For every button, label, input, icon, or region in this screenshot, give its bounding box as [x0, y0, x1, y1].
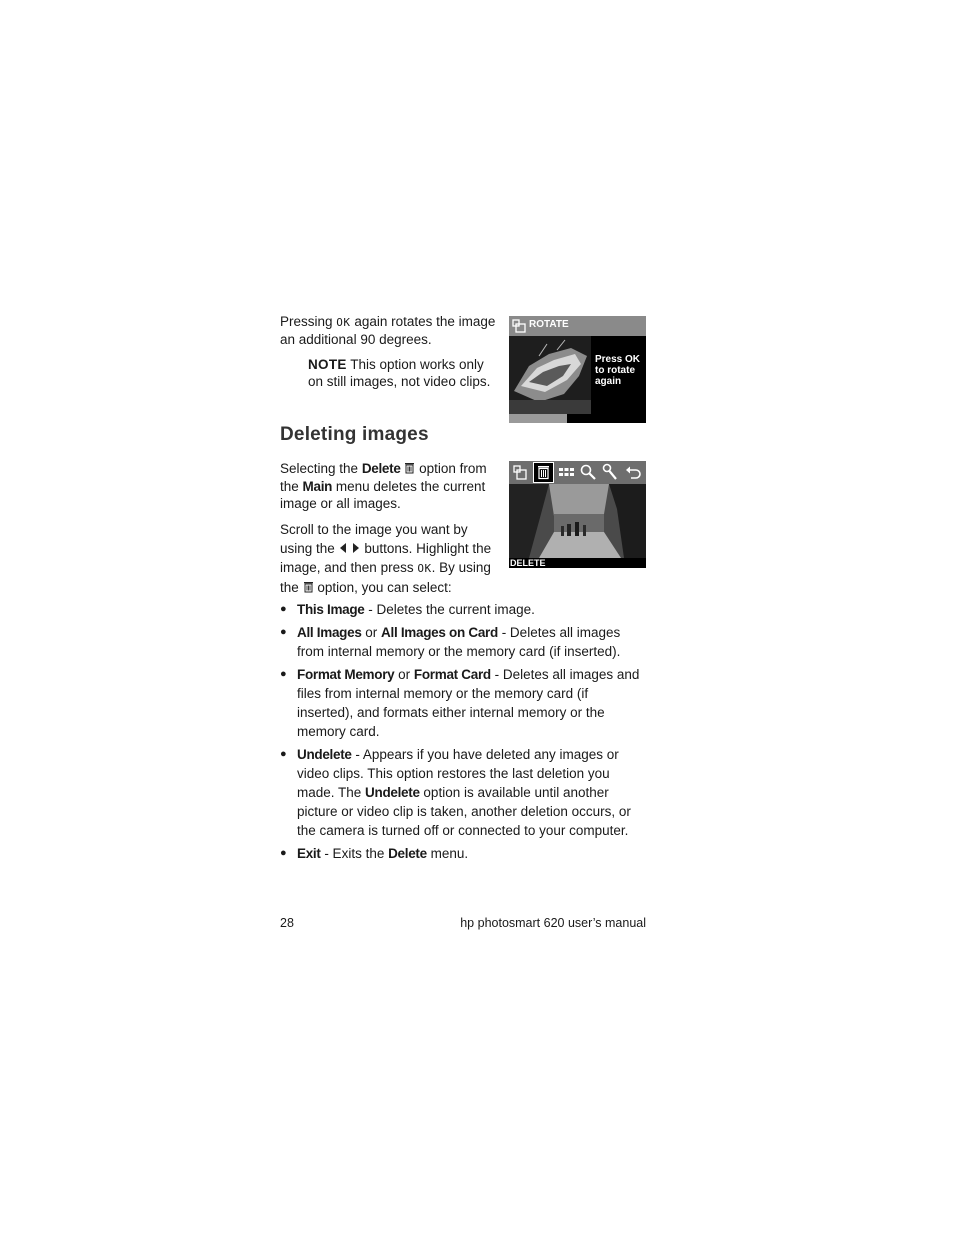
ok-button-glyph: OK: [336, 316, 351, 329]
rotate-icon: [512, 319, 526, 333]
delete-intro-paragraph: Selecting the Delete option from the Main menu deletes the current image or all images.: [280, 461, 487, 511]
wrench-icon: [600, 462, 621, 483]
list-item: ● This Image - Deletes the current image.: [280, 602, 535, 617]
page-number: 28: [280, 916, 294, 930]
rotate-icon: [510, 462, 531, 483]
trash-icon: [533, 462, 554, 483]
rotated-ship-photo: [509, 336, 591, 414]
rotate-hint-text: Press OK to rotate again: [595, 354, 641, 387]
grid-icon: [556, 462, 577, 483]
ok-button-glyph: OK: [417, 562, 432, 575]
list-item: ● Exit - Exits the Delete menu.: [280, 846, 469, 861]
delete-screen-label: DELETE: [510, 558, 546, 568]
rotate-screen-image: [509, 316, 646, 423]
rotate-progress-strip: [509, 414, 567, 423]
list-item: ● Format Memory or Format Card - Deletes all images and files from internal memory or the memory card (if inserted), and formats either internal memory or the memory card.: [280, 667, 640, 739]
magnify-icon: [578, 462, 599, 483]
list-item: ● All Images or All Images on Card - Deletes all images from internal memory or the memory card (if inserted).: [280, 625, 621, 659]
trash-icon: [404, 462, 415, 474]
note: [280, 356, 502, 390]
delete-scroll-paragraph: Scroll to the image you want by using the buttons. Highlight the image, and then press OK. By using the option, you can select:: [280, 522, 492, 595]
rotate-title-bar: ROTATE: [509, 316, 646, 336]
camera-menu-toolbar: [509, 461, 646, 484]
left-right-arrows-icon: [339, 542, 361, 554]
note-text: This option works only on still images, not video clips.: [308, 357, 491, 389]
section-heading: Deleting images: [280, 424, 429, 445]
list-item: ● Undelete - Appears if you have deleted any images or video clips. This option restores the last deletion you made. The Undelete option is available until another picture or video clip is taken, another deletion occurs, or the camera is turned off or connected to your computer.: [280, 747, 631, 838]
trash-icon: [303, 581, 314, 593]
rotate-paragraph: Pressing OK again rotates the image an additional 90 degrees.: [280, 314, 496, 347]
canyon-people-photo: [509, 484, 646, 558]
manual-title: hp photosmart 620 user’s manual: [460, 916, 646, 930]
note-label: NOTE: [308, 357, 347, 372]
delete-screen-image: [509, 461, 646, 568]
back-arrow-icon: [623, 462, 644, 483]
delete-options-list: [280, 600, 646, 867]
